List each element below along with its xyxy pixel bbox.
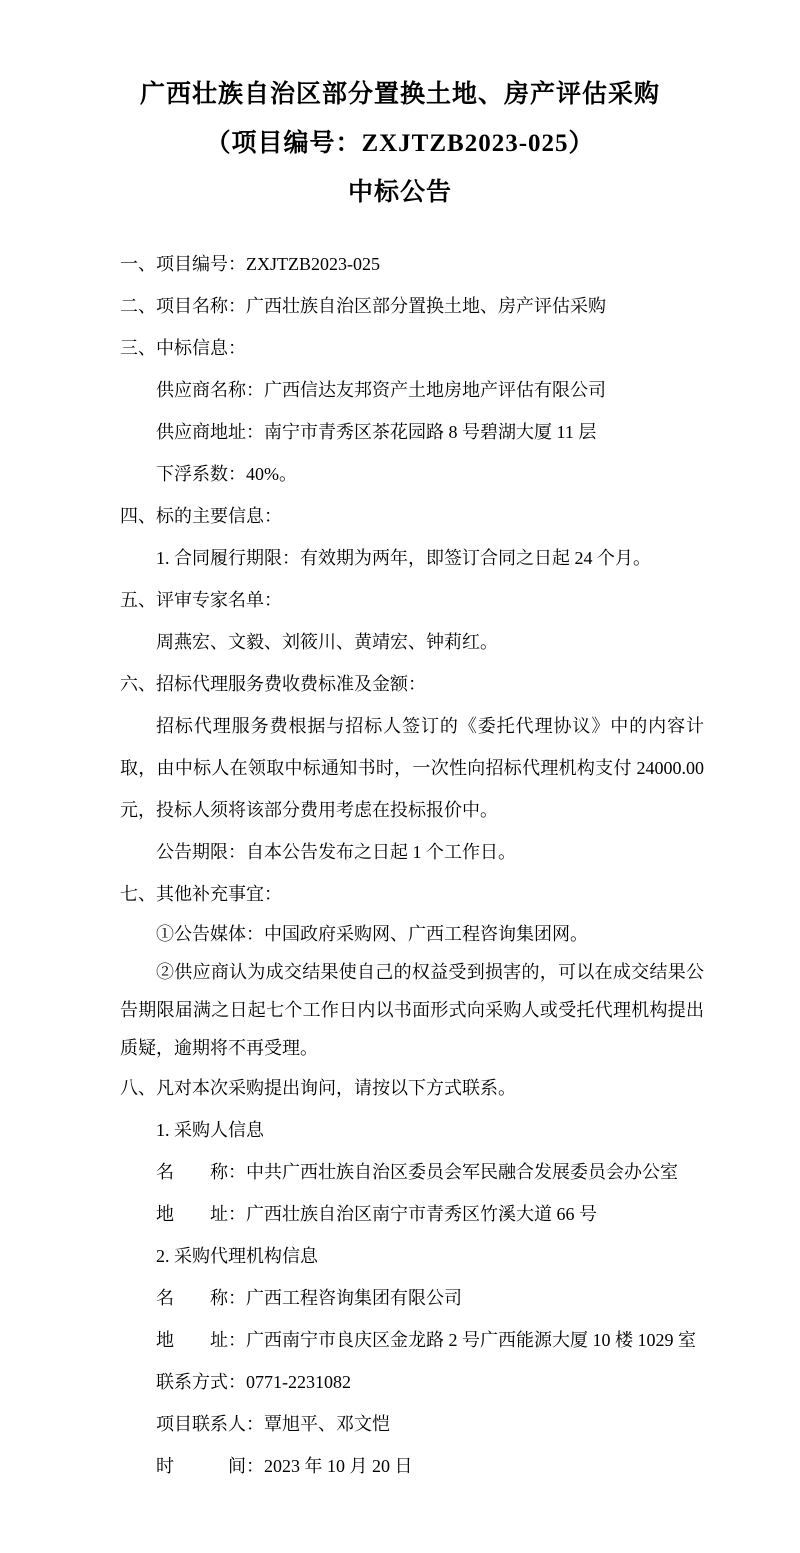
section-project-name: 二、项目名称：广西壮族自治区部分置换土地、房产评估采购 xyxy=(120,296,606,316)
section-expert-list: 五、评审专家名单： xyxy=(120,590,282,610)
label-agency-info: 2. 采购代理机构信息 xyxy=(156,1246,318,1266)
field-contact-persons: 项目联系人：覃旭平、邓文恺 xyxy=(156,1414,390,1434)
section-subject-info: 四、标的主要信息： xyxy=(120,506,282,526)
section-agency-fee: 六、招标代理服务费收费标准及金额： xyxy=(120,674,426,694)
paragraph-dispute-clause: ②供应商认为成交结果使自己的权益受到损害的，可以在成交结果公告期限届满之日起七个工作日内以书面形式向采购人或受托代理机构提出质疑，逾期将不再受理。 xyxy=(120,962,704,1058)
field-agency-address: 地 址：广西南宁市良庆区金龙路 2 号广西能源大厦 10 楼 1029 室 xyxy=(156,1330,696,1350)
field-announcement-period: 公告期限：自本公告发布之日起 1 个工作日。 xyxy=(156,842,516,862)
section-project-number: 一、项目编号：ZXJTZB2023-025 xyxy=(120,254,380,274)
document-title xyxy=(0,0,800,217)
title-line-project-name: 广西壮族自治区部分置换土地、房产评估采购 xyxy=(139,81,660,108)
field-contact-phone: 联系方式：0771-2231082 xyxy=(156,1372,351,1392)
field-announcement-media: ①公告媒体：中国政府采购网、广西工程咨询集团网。 xyxy=(156,924,588,944)
field-purchaser-address: 地 址：广西壮族自治区南宁市青秀区竹溪大道 66 号 xyxy=(156,1204,597,1224)
label-purchaser-info: 1. 采购人信息 xyxy=(156,1120,264,1140)
field-purchaser-name: 名 称：中共广西壮族自治区委员会军民融合发展委员会办公室 xyxy=(156,1162,678,1182)
field-supplier-address: 供应商地址：南宁市青秀区茶花园路 8 号碧湖大厦 11 层 xyxy=(156,422,597,442)
section-award-info: 三、中标信息： xyxy=(120,338,246,358)
field-contract-period: 1. 合同履行期限：有效期为两年，即签订合同之日起 24 个月。 xyxy=(156,548,651,568)
field-agency-name: 名 称：广西工程咨询集团有限公司 xyxy=(156,1288,462,1308)
title-line-announcement-type: 中标公告 xyxy=(347,179,452,206)
title-line-project-number: （项目编号：ZXJTZB2023-025） xyxy=(205,130,595,157)
field-supplier-name: 供应商名称：广西信达友邦资产土地房地产评估有限公司 xyxy=(156,380,606,400)
document-body xyxy=(120,243,704,1487)
field-expert-names: 周燕宏、文毅、刘筱川、黄靖宏、钟莉红。 xyxy=(156,632,498,652)
section-contact-info: 八、凡对本次采购提出询问，请按以下方式联系。 xyxy=(120,1078,516,1098)
paragraph-agency-fee-detail: 招标代理服务费根据与招标人签订的《委托代理协议》中的内容计取，由中标人在领取中标通知书时，一次性向招标代理机构支付 24000.00 元，投标人须将该部分费用考虑在投标报价中。 xyxy=(120,716,704,820)
section-other-matters: 七、其他补充事宜： xyxy=(120,884,282,904)
field-discount-coefficient: 下浮系数：40%。 xyxy=(156,464,297,484)
field-announcement-date: 时 间：2023 年 10 月 20 日 xyxy=(156,1456,413,1476)
